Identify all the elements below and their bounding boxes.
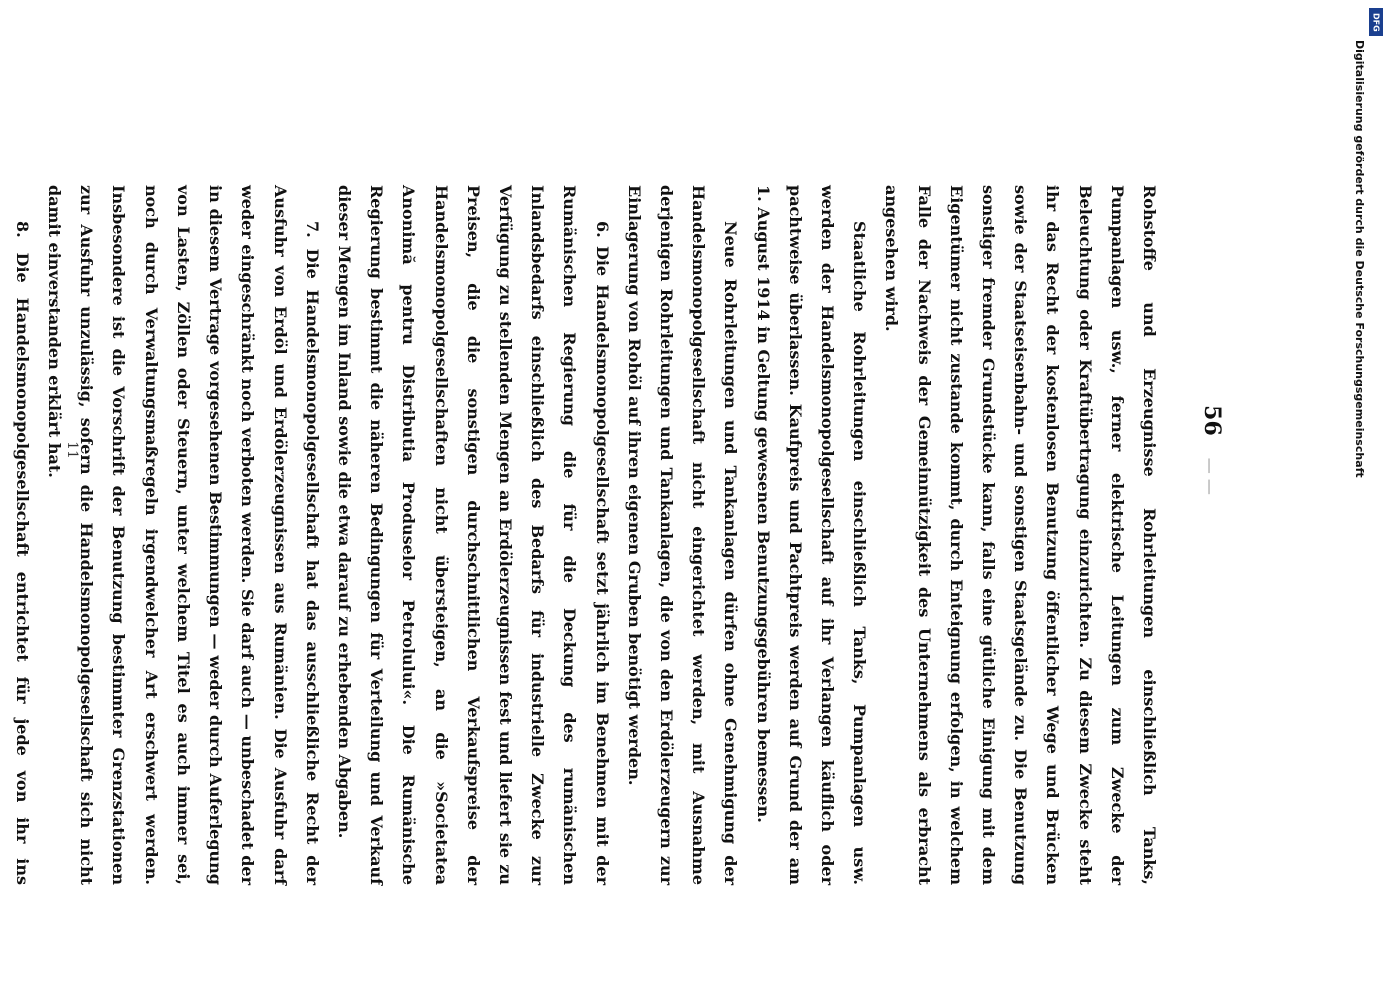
- sheet-signature-mark: 11: [64, 441, 80, 459]
- page-number: 56— —: [1199, 405, 1225, 495]
- paragraph-section-8: 8. Die Handelsmonopolgesellschaft entrichtet für jede von ihr ins: [12, 221, 32, 885]
- body-text: [0, 185, 1165, 885]
- paragraph-3: Neue Rohrleitungen und Tankanlagen dürfen ohne Genehmigung der Handelsmonopolgesellschaft nicht eingerichtet werden, mit Ausnahme derjenigen Rohrleitungen und Tankanlagen, die von den Erdölerzeugern zur Einlagerung von Rohöl auf ihren eigenen Gruben benötigt werden.: [624, 185, 741, 885]
- dfg-logo-icon: DFG: [1369, 8, 1383, 36]
- paragraph-1: Rohstoffe und Erzeugnisse Rohrleitungen einschließlich Tanks, Pumpanlagen usw., ferner elektrische Leitungen zum Zwecke der Beleuchtung oder Kraftübertragung einzurichten. Zu diesem Zwecke steht ihr das Recht der kostenlosen Benutzung öffentlicher Wege und Brücken sowie der Staatseisenbahn- und sonstigen Staatsgelände zu. Die Benutzung sonstiger fremder Grundstücke kann, falls eine gütliche Einigung mit dem Eigentümer nicht zustande kommt, durch Enteignung erfolgen, in welchem Falle der Nachweis der Gemeinnützigkeit des Unternehmens als erbracht angesehen wird.: [882, 185, 1159, 885]
- paragraph-section-7: 7. Die Handelsmonopolgesellschaft hat das ausschließliche Recht der Ausfuhr von Erdöl und Erdölerzeugnissen aus Rumänien. Die Ausfuhr darf weder eingeschränkt noch verboten werden. Sie darf auch — unbeschadet der in diesem Vertrage vorgesehenen Bestimmungen — weder durch Auferlegung von Lasten, Zöllen oder Steuern, unter welchem Titel es auch immer sei, noch durch Verwaltungsmaßregeln irgendwelcher Art erschwert werden. Insbesondere ist die Vorschrift der Benutzung bestimmter Grenzstationen zur Ausfuhr unzulässig, sofern die Handelsmonopolgesellschaft sich nicht damit einverstanden erklärt hat.: [45, 185, 322, 885]
- digitization-note: Digitalisierung gefördert durch die Deutsche Forschungsgemeinschaft: [1353, 40, 1366, 478]
- paragraph-section-6: 6. Die Handelsmonopolgesellschaft setzt jährlich im Benehmen mit der Rumänischen Regierung die für die Deckung des rumänischen Inlandsbedarfs einschließlich des Bedarfs für industrielle Zwecke zur Verfügung zu stellenden Mengen an Erdölerzeugnissen fest und liefert sie zu Preisen, die die sonstigen durchschnittlichen Verkaufspreise der Handelsmonopolgesellschaften nicht übersteigen, an die »Societatea Anonimă pentru Distributia Produselor Petrolului«. Die Rumänische Regierung bestimmt die näheren Bedingungen für Verteilung und Verkauf dieser Mengen im Inland sowie die etwa darauf zu erhebenden Abgaben.: [334, 185, 612, 885]
- paragraph-2: Staatliche Rohrleitungen einschließlich Tanks, Pumpanlagen usw. werden der Handelsmonopolgesellschaft auf ihr Verlangen käuflich oder pachtweise überlassen. Kaufpreis und Pachtpreis werden auf Grund der am 1. August 1914 in Geltung gewesenen Benutzungsgebühren bemessen.: [753, 185, 870, 885]
